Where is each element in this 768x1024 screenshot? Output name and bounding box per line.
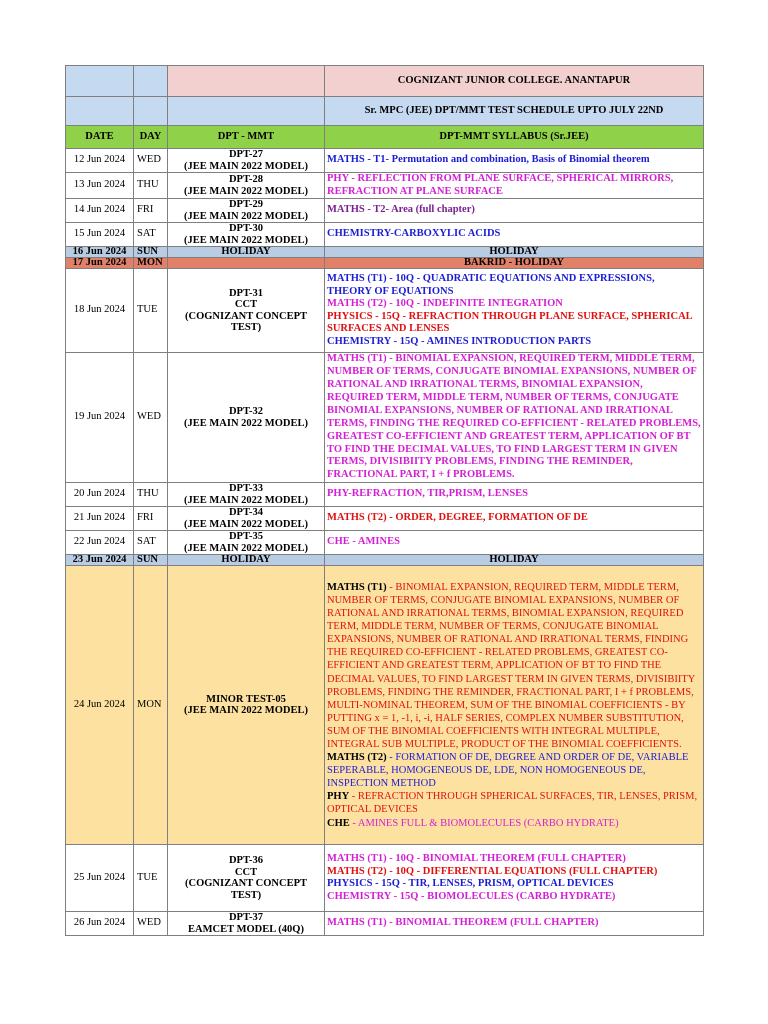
row-syllabus: BAKRID - HOLIDAY xyxy=(325,258,704,269)
row-dpt xyxy=(168,269,325,353)
schedule-row xyxy=(66,555,704,566)
row-day: WED xyxy=(134,149,168,173)
row-dpt xyxy=(168,566,325,845)
row-day: SAT xyxy=(134,223,168,247)
schedule-row xyxy=(66,507,704,531)
row-syllabus xyxy=(325,149,704,173)
dpt-line: (JEE MAIN 2022 MODEL) xyxy=(184,185,308,197)
column-header-date: DATE xyxy=(66,126,134,149)
syllabus-topics: - BINOMIAL EXPANSION, REQUIRED TERM, MIDDLE TERM, NUMBER OF TERMS, CONJUGATE BINOMIAL EXPANSIONS, NUMBER OF RATIONAL AND IRRATIONAL TERMS, BINOMIAL EXPANSION, REQUIRED TERM, MIDDLE TERM, NUMBER OF TERMS, CONJUGATE BINOMIAL EXPANSIONS, NUMBER OF RATIONAL AND IRRATIONAL TERMS, FINDING THE REQUIRED CO-EFFICIENT - RELATED PROBLEMS, GREATEST CO-EFFICIENT AND GREATEST TERM, APPLICATION OF BT TO FIND THE DECIMAL VALUES, TO FIND LARGEST TERM IN GIVEN TERMS, DIVISIBIITY PROBLEMS, FINDING THE REMINDER, FRACTIONAL PART, I + f PROBLEMS, MULTI-NOMINAL THEOREM, SUM OF THE BINOMIAL COEFFICIENTS - BY PUTTING x = 1, -1, i, -i, HALF SERIES, COMPLEX NUMBER SUBSTITUTION, SUM OF THE BINOMIAL COEFFICIENTS WITH INTEGRAL MULTIPLE, INTEGRAL SUB MULTIPLE, PRODUCT OF THE BINOMIAL COEFFICIENTS. xyxy=(327,581,695,750)
dpt-line: (JEE MAIN 2022 MODEL) xyxy=(184,210,308,222)
column-header-syllabus: DPT-MMT SYLLABUS (Sr.JEE) xyxy=(325,126,704,149)
row-dpt xyxy=(168,149,325,173)
column-header-dpt: DPT - MMT xyxy=(168,126,325,149)
syllabus-topics: MATHS (T2) - 10Q - INDEFINITE INTEGRATION xyxy=(327,298,563,310)
row-date: 19 Jun 2024 xyxy=(66,353,134,483)
schedule-title: Sr. MPC (JEE) DPT/MMT TEST SCHEDULE UPTO JULY 22ND xyxy=(325,97,704,126)
syllabus-line xyxy=(327,536,701,549)
syllabus-topics: CHEMISTRY - 15Q - AMINES INTRODUCTION PARTS xyxy=(327,335,592,347)
row-syllabus: HOLIDAY xyxy=(325,555,704,566)
syllabus-line xyxy=(327,581,701,751)
row-dpt: HOLIDAY xyxy=(168,247,325,258)
row-date: 18 Jun 2024 xyxy=(66,269,134,353)
syllabus-subject: MATHS (T2) xyxy=(327,752,387,764)
row-date: 24 Jun 2024 xyxy=(66,566,134,845)
syllabus-line xyxy=(327,512,701,525)
syllabus-line xyxy=(327,228,701,241)
college-name: COGNIZANT JUNIOR COLLEGE. ANANTAPUR xyxy=(325,66,704,97)
schedule-row xyxy=(66,353,704,483)
row-day: TUE xyxy=(134,845,168,912)
syllabus-line xyxy=(327,154,701,167)
syllabus-line xyxy=(327,298,701,311)
row-dpt xyxy=(168,199,325,223)
row-syllabus xyxy=(325,566,704,845)
row-date: 14 Jun 2024 xyxy=(66,199,134,223)
syllabus-topics: MATHS (T1) - BINOMIAL THEOREM (FULL CHAPTER) xyxy=(327,917,599,929)
syllabus-topics: CHE - AMINES xyxy=(327,536,400,548)
syllabus-topics: MATHS - T1- Permutation and combination, Basis of Binomial theorem xyxy=(327,154,650,166)
row-dpt xyxy=(168,223,325,247)
syllabus-line xyxy=(327,273,701,298)
row-dpt xyxy=(168,845,325,912)
dpt-line: DPT-29 xyxy=(228,199,264,211)
dpt-line: DPT-34 xyxy=(228,507,264,519)
dpt-line: (JEE MAIN 2022 MODEL) xyxy=(184,542,308,554)
syllabus-line xyxy=(327,751,701,790)
dpt-line: EAMCET MODEL (40Q) xyxy=(188,923,304,935)
syllabus-topics: MATHS (T1) - 10Q - QUADRATIC EQUATIONS AND EXPRESSIONS, THEORY OF EQUATIONS xyxy=(327,272,655,297)
title-row xyxy=(66,66,704,97)
dpt-line: (JEE MAIN 2022 MODEL) xyxy=(184,518,308,530)
row-syllabus xyxy=(325,507,704,531)
row-syllabus xyxy=(325,483,704,507)
dpt-line: DPT-30 xyxy=(228,223,264,235)
row-day: SUN xyxy=(134,247,168,258)
row-syllabus xyxy=(325,199,704,223)
syllabus-topics: CHEMISTRY-CARBOXYLIC ACIDS xyxy=(327,228,501,240)
schedule-row xyxy=(66,566,704,845)
schedule-row xyxy=(66,258,704,269)
syllabus-topics: CHEMISTRY - 15Q - BIOMOLECULES (CARBO HYDRATE) xyxy=(327,890,616,902)
syllabus-topics: PHYSICS - 15Q - TIR, LENSES, PRISM, OPTICAL DEVICES xyxy=(327,878,614,890)
syllabus-topics: MATHS (T2) - 10Q - DIFFERENTIAL EQUATIONS (FULL CHAPTER) xyxy=(327,865,658,877)
row-syllabus xyxy=(325,912,704,936)
row-date: 20 Jun 2024 xyxy=(66,483,134,507)
row-dpt xyxy=(168,912,325,936)
row-day: WED xyxy=(134,353,168,483)
schedule-row xyxy=(66,199,704,223)
row-date: 23 Jun 2024 xyxy=(66,555,134,566)
syllabus-topics: MATHS (T1) - BINOMIAL EXPANSION, REQUIRED TERM, MIDDLE TERM, NUMBER OF TERMS, CONJUGATE BINOMIAL EXPANSIONS, NUMBER OF RATIONAL AND IRRATIONAL TERMS, BINOMIAL EXPANSION, REQUIRED TERM, MIDDLE TERM, NUMBER OF TERMS, CONJUGATE BINOMIAL EXPANSIONS, NUMBER OF RATIONAL AND IRRATIONAL TERMS, FINDING THE REQUIRED CO-EFFICIENT - RELATED PROBLEMS, GREATEST CO-EFFICIENT AND GREATEST TERM, APPLICATION OF BT TO FIND THE DECIMAL VALUES, TO FIND LARGEST TERM IN GIVEN TERMS, DIVISIBIITY PROBLEMS, FINDING THE REMINDER, FRACTIONAL PART, I + f PROBLEMS. xyxy=(327,353,701,481)
syllabus-line xyxy=(327,311,701,336)
dpt-line: DPT-32 xyxy=(228,406,264,418)
row-syllabus xyxy=(325,223,704,247)
schedule-row xyxy=(66,912,704,936)
row-syllabus: HOLIDAY xyxy=(325,247,704,258)
row-dpt xyxy=(168,507,325,531)
syllabus-topics: - FORMATION OF DE, DEGREE AND ORDER OF DE, VARIABLE SEPERABLE, HOMOGENEOUS DE, LDE, NON HOMOGENEOUS DE, INSPECTION METHOD xyxy=(327,752,689,790)
dpt-line: (COGNIZANT CONCEPT xyxy=(184,878,308,890)
row-day: THU xyxy=(134,173,168,199)
row-syllabus xyxy=(325,845,704,912)
row-syllabus xyxy=(325,173,704,199)
dpt-line: DPT-36 xyxy=(228,855,264,867)
syllabus-topics: - AMINES FULL & BIOMOLECULES (CARBO HYDRATE) xyxy=(349,817,619,829)
dpt-line: (JEE MAIN 2022 MODEL) xyxy=(184,160,308,172)
syllabus-line xyxy=(327,488,701,501)
schedule-row xyxy=(66,247,704,258)
schedule-row xyxy=(66,269,704,353)
syllabus-topics: MATHS - T2- Area (full chapter) xyxy=(327,204,475,216)
dpt-line: CCT xyxy=(234,299,258,311)
schedule-row xyxy=(66,531,704,555)
dpt-line: (JEE MAIN 2022 MODEL) xyxy=(184,705,308,717)
dpt-line: (COGNIZANT CONCEPT xyxy=(184,310,308,322)
syllabus-line xyxy=(327,353,701,482)
schedule-row xyxy=(66,149,704,173)
syllabus-line xyxy=(327,817,701,830)
schedule-row xyxy=(66,223,704,247)
dpt-line: TEST) xyxy=(230,322,262,334)
syllabus-line xyxy=(327,853,701,866)
dpt-line: CCT xyxy=(234,866,258,878)
syllabus-line xyxy=(327,891,701,904)
syllabus-line xyxy=(327,878,701,891)
syllabus-topics: PHYSICS - 15Q - REFRACTION THROUGH PLANE SURFACE, SPHERICAL SURFACES AND LENSES xyxy=(327,310,693,335)
syllabus-topics: MATHS (T2) - ORDER, DEGREE, FORMATION OF DE xyxy=(327,512,588,524)
syllabus-subject: MATHS (T1) xyxy=(327,581,387,593)
row-day: FRI xyxy=(134,199,168,223)
row-date: 12 Jun 2024 xyxy=(66,149,134,173)
schedule-row xyxy=(66,173,704,199)
row-syllabus xyxy=(325,269,704,353)
dpt-line: (JEE MAIN 2022 MODEL) xyxy=(184,234,308,246)
dpt-line: MINOR TEST-05 xyxy=(206,693,286,705)
row-day: SUN xyxy=(134,555,168,566)
dpt-line: DPT-37 xyxy=(228,912,264,924)
row-dpt: HOLIDAY xyxy=(168,555,325,566)
column-header-row xyxy=(66,126,704,149)
syllabus-line xyxy=(327,173,701,198)
syllabus-line xyxy=(327,790,701,816)
syllabus-topics: PHY-REFRACTION, TIR,PRISM, LENSES xyxy=(327,488,528,500)
row-dpt xyxy=(168,173,325,199)
syllabus-topics: PHY - REFLECTION FROM PLANE SURFACE, SPHERICAL MIRRORS, REFRACTION AT PLANE SURFACE xyxy=(327,173,674,197)
syllabus-line xyxy=(327,336,701,349)
syllabus-line xyxy=(327,866,701,879)
row-syllabus xyxy=(325,353,704,483)
row-date: 21 Jun 2024 xyxy=(66,507,134,531)
column-header-day: DAY xyxy=(134,126,168,149)
row-dpt xyxy=(168,258,325,269)
row-dpt xyxy=(168,353,325,483)
dpt-line: DPT-35 xyxy=(228,531,264,543)
syllabus-topics: MATHS (T1) - 10Q - BINOMIAL THEOREM (FULL CHAPTER) xyxy=(327,853,626,865)
row-day: WED xyxy=(134,912,168,936)
dpt-line: TEST) xyxy=(230,889,262,901)
schedule-row xyxy=(66,483,704,507)
dpt-line: DPT-28 xyxy=(228,174,264,186)
syllabus-line xyxy=(327,204,701,217)
dpt-line: (JEE MAIN 2022 MODEL) xyxy=(184,494,308,506)
row-date: 26 Jun 2024 xyxy=(66,912,134,936)
row-date: 25 Jun 2024 xyxy=(66,845,134,912)
row-date: 22 Jun 2024 xyxy=(66,531,134,555)
schedule-row xyxy=(66,845,704,912)
row-day: FRI xyxy=(134,507,168,531)
syllabus-line xyxy=(327,917,701,930)
row-dpt xyxy=(168,483,325,507)
dpt-line: DPT-31 xyxy=(228,287,264,299)
syllabus-subject: PHY xyxy=(327,791,350,803)
subtitle-row xyxy=(66,97,704,126)
row-day: MON xyxy=(134,258,168,269)
dpt-line: DPT-33 xyxy=(228,483,264,495)
syllabus-subject: CHE xyxy=(327,817,350,829)
row-date: 16 Jun 2024 xyxy=(66,247,134,258)
row-day: THU xyxy=(134,483,168,507)
row-date: 13 Jun 2024 xyxy=(66,173,134,199)
row-day: MON xyxy=(134,566,168,845)
row-date: 17 Jun 2024 xyxy=(66,258,134,269)
dpt-line: DPT-27 xyxy=(228,149,264,160)
row-date: 15 Jun 2024 xyxy=(66,223,134,247)
row-day: TUE xyxy=(134,269,168,353)
syllabus-topics: - REFRACTION THROUGH SPHERICAL SURFACES, TIR, LENSES, PRISM, OPTICAL DEVICES xyxy=(327,791,698,816)
row-dpt xyxy=(168,531,325,555)
dpt-line: (JEE MAIN 2022 MODEL) xyxy=(184,417,308,429)
schedule-table xyxy=(65,65,704,936)
row-syllabus xyxy=(325,531,704,555)
row-day: SAT xyxy=(134,531,168,555)
